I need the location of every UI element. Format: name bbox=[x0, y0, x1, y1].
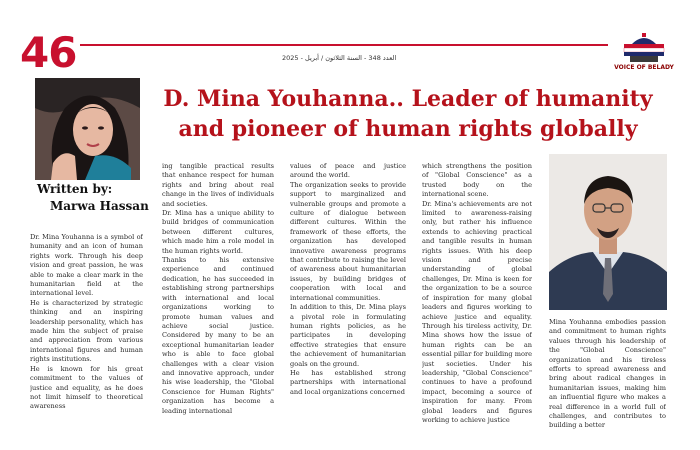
paragraph: He has established strong partnerships with international and local organizations concerned bbox=[290, 368, 406, 396]
header-rule bbox=[80, 44, 608, 46]
logo-wordmark: VOICE OF BELADY bbox=[614, 64, 674, 71]
paragraph: The organization seeks to provide support to marginalized and vulnerable groups and promote a culture of dialogue between different cultures. Within the framework of these efforts, the organization has developed innovative awareness programs that contribute to raising the level of awareness about humanitarian issues, by building bridges of cooperation with local and international communities. bbox=[290, 180, 406, 302]
article-column-1 bbox=[30, 233, 143, 450]
article-column-2 bbox=[162, 162, 274, 450]
paragraph: In addition to this, Dr. Mina plays a pivotal role in formulating human rights policies, as he participates in developing effective strategies that ensure the achievement of humanitarian goals on the ground. bbox=[290, 303, 406, 368]
article-column-3 bbox=[290, 162, 406, 450]
byline-label: Written by: bbox=[37, 182, 113, 196]
paragraph: Thanks to his extensive experience and continued dedication, he has succeeded in establishing strong partnerships with international and local organizations working to promote human values and achieve social justice. Considered by many to be an exceptional humanitarian leader who is able to face global challenges with a clear vision and innovative approach, under his wise leadership, the "Global Conscience for Human Rights" organization has become a leading international bbox=[162, 256, 274, 415]
headline-line-1: D. Mina Youhanna.. Leader of humanity bbox=[163, 86, 653, 112]
subject-portrait-photo bbox=[549, 154, 667, 310]
author-portrait-photo bbox=[35, 78, 140, 180]
paragraph: which strengthens the position of "Global Conscience" as a trusted body on the international scene. bbox=[422, 162, 532, 199]
issue-line: العدد 348 - السنة الثلاثون / أبريل - 2025 bbox=[282, 54, 397, 62]
paragraph: Dr. Mina Youhanna is a symbol of humanity and an icon of human rights work. Through his deep vision and great passion, he was able to make a clear mark in the humanitarian field at the international level. bbox=[30, 233, 143, 298]
byline-author: Marwa Hassan bbox=[50, 199, 149, 213]
article-column-5 bbox=[549, 318, 666, 450]
paragraph: Mina Youhanna embodies passion and commitment to human rights values through his leadership of the "Global Conscience" organization and his tireless efforts to spread awareness and bring about radical changes in humanitarian issues, making him an influential figure who makes a real difference in a world full of challenges, and contributes to building a better bbox=[549, 318, 666, 430]
headline-line-2: and pioneer of human rights globally bbox=[178, 116, 638, 142]
paragraph: values of peace and justice around the world. bbox=[290, 162, 406, 180]
article-column-4 bbox=[422, 162, 532, 450]
paragraph: Dr. Mina's achievements are not limited to awareness-raising only, but rather his influence extends to achieving practical and tangible results in human rights issues. With his deep vision and precise understanding of global challenges, Dr. Mina is keen for the organization to be a source of inspiration for many global leaders and figures working to achieve justice and equality. Through his tireless activity, Dr. Mina shows how the issue of human rights can be an essential pillar for building more just societies. Under his leadership, "Global Conscience" continues to have a profound impact, becoming a source of inspiration for many. From global leaders and figures working to achieve justice bbox=[422, 199, 532, 424]
paragraph: He is known for his great commitment to the values of justice and equality, as he does not limit himself to theoretical awareness bbox=[30, 364, 143, 411]
headline bbox=[152, 84, 664, 144]
page-number: 46 bbox=[20, 28, 77, 77]
paragraph: He is characterized by strategic thinking and an inspiring leadership personality, which has made him the subject of praise and appreciation from various international figures and human rights institutions. bbox=[30, 298, 143, 364]
paragraph: ing tangible practical results that enhance respect for human rights and bring about real change in the lives of individuals and societies. bbox=[162, 162, 274, 208]
paragraph: Dr. Mina has a unique ability to build bridges of communication between different cultures, which made him a role model in the human rights world. bbox=[162, 209, 274, 255]
